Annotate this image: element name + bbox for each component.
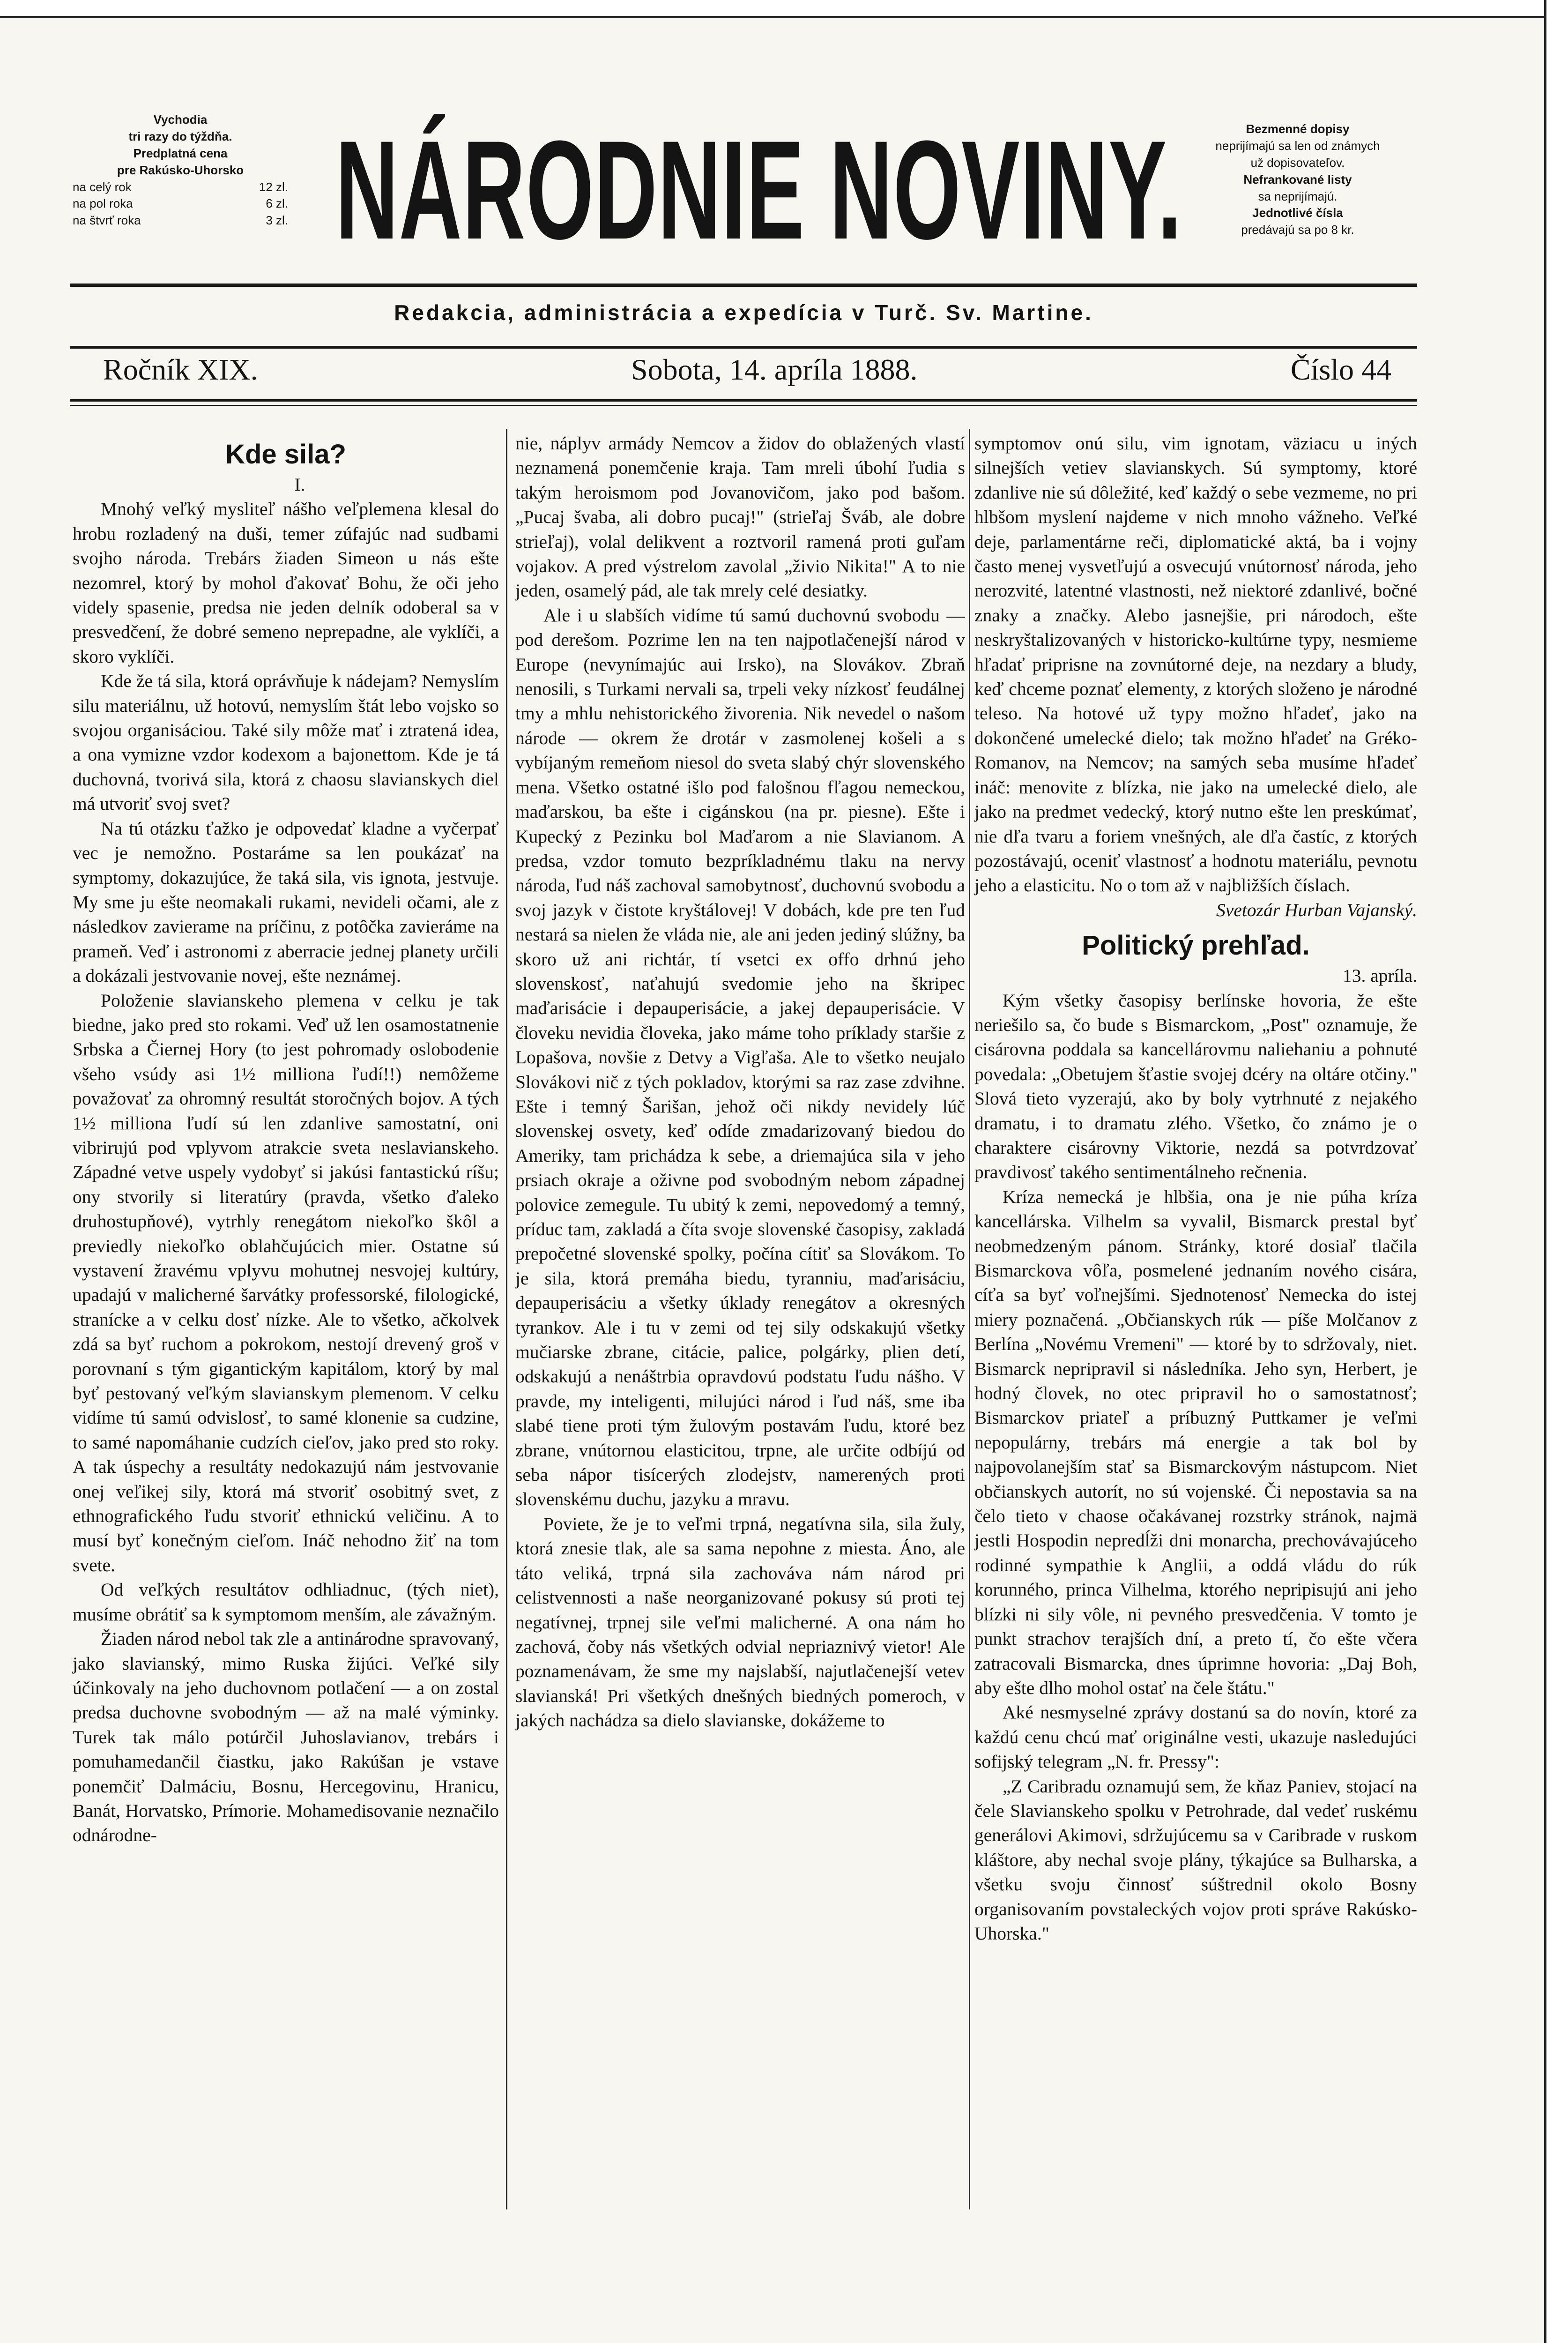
article-signature: Svetozár Hurban Vajanský. <box>1216 899 1417 920</box>
newspaper-masthead: NÁRODNIE NOVINY. <box>335 111 1182 269</box>
column-divider <box>969 429 970 2209</box>
masthead-rule <box>70 284 1417 287</box>
price-scope: pre Rakúsko-Uhorsko <box>117 163 244 177</box>
paragraph: Mnohý veľký mysliteľ nášho veľplemena klesal do hrobu rozladený na duši, temer zúfajúc nad sudbami svojho národa. Trebárs žiaden Simeon u nás ešte nezomrel, ktorý by mohol ďakovať Bohu, že oči jeho videly spasenie, predsa nie jeden delník odoberal sa v presvedčení, že dobré semeno neprepadne, ale vyklíči, a skoro vyklíči. <box>73 499 499 667</box>
section-date: 13. apríla. <box>1342 965 1417 986</box>
paragraph: Položenie slavianskeho plemena v celku je tak biedne, jako pred sto rokami. Veď už len osamostatnenie Srbska a Čiernej Hory (to jest pohromady oslobodenie všeho vsúdy asi 1½ milliona ľudí!!) nemôžeme považovať za ohromný resultát storočných bojov. A tých 1½ milliona ľudí sú len zdanlive samostatní, oni vibrirujú pod vplyvom atrakcie sveta neslavianskeho. Západné vetve uspely vydobyť si jakúsi fantastickú ríšu; ony stvorily si literatúry (pravda, všetko ďaleko druhostupňové), vytrhly renegátom niekoľko škôl a previedly niekoľko oblahčujúcich mier. Ostatne sú vystavení žravému vplyvu mohutnej nesvojej kultúry, upadajú v malicherné šarvátky professorské, filologické, stranícke a v celku dosť nízke. Ale to všetko, ačkolvek zdá sa byť ruchom a pokrokom, nestojí drevený groš v porovnaní s tým gigantickým kapitálom, ktorý by mal byť pestovaný veľkým slavianskym plemenom. V celku vidíme tú samú odvislosť, to samé klonenie sa cudzine, to samé napomáhanie cudzích cieľov, jako pred sto roky. A tak úspechy a resultáty nedokazujú nám jestvovanie onej veľikej sily, ktorá má stvoriť osobitný svet, z ethnografického ľudu stvoriť ethnickú veličinu. A to musí byť konečným cieľom. Ináč nehodno žiť na tom svete. <box>73 990 499 1575</box>
frequency-line-1: Vychodia <box>153 112 208 127</box>
dateline <box>103 352 1391 387</box>
dateline-rule-thin <box>70 405 1417 406</box>
paragraph: nie, náplyv armády Nemcov a židov do oblažených vlastí neznamená ponemčenie kraja. Tam mreli úbohí ľudia s takým heroismom pod Jovanovičom, jako pod bašom. „Pucaj švaba, ali dobro pucaj!" (strieľaj Šváb, ale dobre strieľaj), volal delikvent a roztvoril ramená proti guľam vojakov. A pred výstrelom zavolal „živio Nikita!" A to nie jeden, osamelý pád, ale tak mrely celé desiatky. <box>515 433 965 601</box>
issue-number: Číslo 44 <box>1290 353 1391 386</box>
editorial-notice: Bezmenné dopisy neprijímajú sa len od známych už dopisovateľov. Nefrankované listy sa neprijímajú. Jednotlivé čísla predávajú sa po 8 kr. <box>1215 122 1380 237</box>
issue-date: Sobota, 14. apríla 1888. <box>631 353 918 386</box>
volume-number: Ročník XIX. <box>103 353 258 386</box>
scan-right-edge <box>1544 0 1568 2343</box>
section-title: Politický prehľad. <box>1082 930 1310 961</box>
paragraph: Aké nesmyselné zprávy dostanú sa do novín, ktoré za každú cenu chcú mať originálne vesti, ukazuje nasledujúci sofijský telegram „N. fr. Pressy": <box>974 1702 1417 1772</box>
paragraph: Poviete, že je to veľmi trpná, negatívna sila, sila žuly, ktorá znesie tlak, ale sa sama nepohne z miesta. Áno, ale táto veliká, trpná sila zachováva nám národ pri celistvennosti a naše neorganizované pokusy sú proti tej negatívnej, trpnej sile veľmi malicherné. A ona nám ho zachová, čoby nás všetkých odvial nepriaznivý vietor! Ale poznamenávam, že sme my najslabší, najutlačenejší vetev slavianská! Pri všetkých dnešných biedných pomeroch, v jakých nachádza sa dielo slavianske, dokážeme to <box>515 1513 965 1731</box>
price-row: na štvrť roka 3 zl. <box>73 213 288 228</box>
column-divider <box>506 429 507 2209</box>
paragraph: „Z Caribradu oznamujú sem, že kňaz Paniev, stojací na čele Slavianskeho spolku v Petrohrade, dal vedeť ruskému generálovi Akimovi, sdržujúcemu sa v Caribrade v ruskom kláštore, aby nechal svoje plány, týkajúce sa Bulharska, a všetku svoju činnosť súštrednil okolo Bosny organisovaním povstaleckých vojov proti správe Rakúsko-Uhorska." <box>974 1776 1417 1944</box>
price-row: na celý rok 12 zl. <box>73 179 288 194</box>
paragraph: Ale i u slabších vidíme tú samú duchovnú svobodu — pod derešom. Pozrime len na ten najpotlačenejší národ v Europe (nevynímajúc aui Irsko), na Slovákov. Zbraň nenosili, s Turkami nervali sa, trpeli veky nízkosť feudálnej tmy a mhlu nehistorického živorenia. Nik nevedel o našom národe — okrem že drotár v zasmolenej košeli a s vybíjaným remeňom niesol do sveta slabý chýr slovenského mena. Všetko ostatné išlo pod falošnou fľagou nemeckou, maďarskou, ba ešte i cigánskou (na pr. piesne). Ešte i Kupecký z Pezinku bol Maďarom a nie Slavianom. A predsa, vzdor tomuto bezpríkladnému tlaku na nervy národa, ľud náš zachoval samobytnosť, duchovnú svobodu a svoj jazyk v čistote kryštálovej! V dobách, kde pre ten ľud nestará sa nielen že vláda nie, ale ani jeden jediný slúžny, ba skoro už ani richtár, tí vsetci ex offo drhnú jeho slovenskosť, naťahujú svedomie jeho na škripec maďarisácie i depauperisácie, a jakej depauperisácie. V človeku nevidia človeka, jako máme toho príklady staršie z Lopašova, novšie z Detvy a Vigľaša. Ale to všetko neujalo Slovákovi nič z tých pokladov, ktorými sa raz zase zdvihne. Ešte i temný Šarišan, jehož oči nikdy nevidely lúč slovenskej osvety, keď odíde zmadarizovaný biedou do Ameriky, tam prichádza k sebe, a driemajúca sila v jeho prsiach okraje a oživne pod svobodným nebom západnej polovice zemegule. Tu ubitý k zemi, nepovedomý a temný, príduc tam, zakladá a číta svoje slovenské časopisy, zakladá prepočetné slovenské spolky, počína cítiť sa Slovákom. To je sila, ktorá premáha biedu, tyranniu, maďarisáciu, depauperisáciu a všetky úklady renegátov a okresných tyrankov. Ale i tu v zemi od tej sily odskakujú všetky mučiarske zbrane, citácie, palice, polgárky, plien detí, odskakujú a nenáštrbia opravdovú podstatu ľudu nášho. V pravde, my inteligenti, milujúci národ i ľud náš, sme iba slabé tiene proti tým žulovým postavám ľudu, ktoré bez zbrane, vnútornou elasticitou, trpne, ale určite odbíjú od seba nápor tisícerých zlodejstv, namerených proti slovenskému duchu, jazyku a mravu. <box>515 604 965 1510</box>
article-part-number: I. <box>294 474 305 495</box>
dateline-rule <box>70 399 1417 402</box>
address-rule <box>70 346 1417 349</box>
office-address: Redakcia, administrácia a expedícia v Turč. Sv. Martine. <box>394 300 1093 325</box>
paragraph: Od veľkých resultátov odhliadnuc, (tých niet), musíme obrátiť sa k symptomom menším, ale závažným. <box>73 1579 499 1625</box>
paragraph: Kde že tá sila, ktorá oprávňuje k nádejam? Nemyslím silu materiálnu, už hotovú, nemyslím štát lebo vojsko so svojou organisáciou. Také sily môže mať i ztratená idea, a ona vymizne vzdor kodexom a bajonettom. Kde je tá duchovná, tvorivá sila, ktorá z chaosu slavianskych diel má utvoriť svoj svet? <box>73 671 499 814</box>
paragraph: Kým všetky časopisy berlínske hovoria, že ešte neriešilo sa, čo bude s Bismarckom, „Post" oznamuje, že cisárovna poddala sa kancellárovmu naliehaniu a pohnuté povedala: „Obetujem šťastie svojej dcéry na oltáre otčiny." Slová tieto vyzerajú, ako by boly vytrhnuté z nejakého dramatu, i to dramatu zlého. Všetko, čo známo je o charaktere cisárovny Viktorie, nezdá sa potvrdzovať pravdivosť takého sentimentálneho rečnenia. <box>974 990 1417 1183</box>
column-1 <box>73 431 499 1848</box>
paragraph: Žiaden národ nebol tak zle a antinárodne spravovaný, jako slavianský, mimo Ruska žijúci. Veľké sily účinkovaly na jeho duchovnom potlačení — a on zostal predsa duchovne svobodným — až na malé výminky. Turek tak málo potúrčil Juhoslavianov, trebárs i pomuhamedančil čiastku, jako Rakúšan je vstave ponemčiť Dalmáciu, Bosnu, Hercegovinu, Hranicu, Banát, Horvatsko, Prímorie. Mohamedisovanie neznačilo odnárodne- <box>73 1628 499 1846</box>
subscription-info <box>73 112 288 229</box>
article-title: Kde sila? <box>225 439 346 470</box>
frequency-line-2: tri razy do týždňa. <box>128 129 232 143</box>
scan-top-edge <box>0 0 1568 18</box>
paragraph: Na tú otázku ťažko je odpovedať kladne a vyčerpať vec je nemožno. Postaráme sa len poukázať na symptomy, dokazujúce, že taká sila, vis ignota, jestvuje. My sme ju ešte neomakali rukami, nevideli očami, ale z následkov zavierame na príčinu, z potôčka zavieráme na prameň. Veď i astronomi z aberracie jednej planety určili a dokázali jestvovanie novej, ešte neznámej. <box>73 818 499 986</box>
column-2 <box>515 431 965 1733</box>
paragraph: symptomov onú silu, vim ignotam, väziacu u iných silnejších vetiev slavianskych. Sú symptomy, ktoré zdanlive nie sú dôležité, keď každý o sebe vezmeme, no pri hlbšom myslení najdeme v nich mnoho vážneho. Veľké deje, parlamentárne reči, diplomatické aktá, ba i vojny často menej vysvetľujú a osvecujú vnútornosť národa, jeho nerozvité, latentné vlastnosti, než niektoré zdanlivé, bočné znaky a značky. Alebo jasnejšie, pri národoch, ešte neskryštalizovaných v historicko-kultúrne typy, nesmieme hľadať priprisne na zovnútorné deje, na nezdary a bludy, keď chceme poznať elementy, z ktorých složeno je národné teleso. Na hotové už typy možno hľadeť, jako na dokončené umelecké dielo; tak možno hľadeť na Gréko-Romanov, na Nemcov; na samých seba musíme hľadeť ináč: menovite z blízka, nie jako na umelecké dielo, ale jako na predmet vedecký, ktorý nutno ešte len preskúmať, nie dľa tvaru a foriem vnešných, ale dľa častíc, z ktorých pozostávajú, oceniť vlastnosť a hodnotu materiálu, pevnotu jeho a elasticitu. No o tom až v najbližších číslach. <box>974 433 1417 896</box>
paragraph: Kríza nemecká je hlbšia, ona je nie púha kríza kancellárska. Vilhelm sa vyvalil, Bismarck prestal byť neobmedzeným pánom. Stránky, ktoré dosiaľ tlačila Bismarckova vôľa, posmelené jednaním nového cisára, cíťa sa byť voľnejšími. Sjednotenosť Nemecka do istej miery poznačená. „Občianskych rúk — píše Molčanov z Berlína „Novému Vremeni" — ktoré by to sdržovaly, niet. Bismarck nepripravil si následníka. Jeho syn, Herbert, je hodný človek, no otec pripravil ho o samostatnosť; Bismarckov priateľ a príbuzný Puttkamer je veľmi nepopulárny, trebárs má energie a tak bol by najpovolanejším stať sa Bismarckovým nástupcom. Niet občianskych autorít, no sú vojenské. Či nepostavia sa na čelo tieto v chaose očakávanej rozstrky stránok, najmä jestli Hospodin nepredĺži dni monarcha, prechovávajúceho rodinné sympathie k Anglii, a oddá vládu do rúk korunného, princa Vilhelma, ktorého nepripisujú ani jeho blízki ni sily vôle, ni pevného presvedčenia. V tomto je punkt strachov terajších dní, a preto tí, čo ešte včera zatracovali Bismarcka, dnes úprimne hovoria: „Daj Boh, aby ešte dlho mohol ostať na čele štátu." <box>974 1186 1417 1698</box>
price-title: Predplatná cena <box>133 146 228 160</box>
column-3 <box>974 431 1417 1946</box>
price-row: na pol roka 6 zl. <box>73 196 288 211</box>
